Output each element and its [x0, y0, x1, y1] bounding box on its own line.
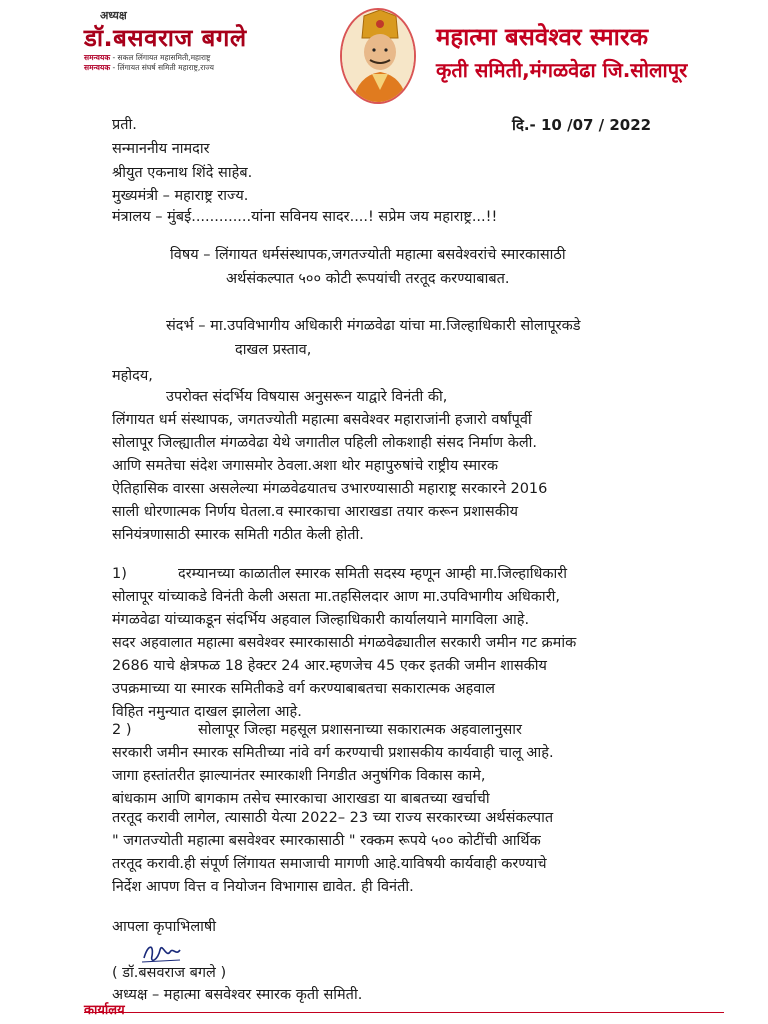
footer-divider [84, 1012, 724, 1013]
intro-line: ऐतिहासिक वारसा असलेल्या मंगळवेढयातच उभारण्यासाठी महाराष्ट्र सरकारने 2016 [112, 481, 548, 497]
office-label: कार्यालय [84, 1003, 125, 1018]
letter-date: दि.- 10 /07 / 2022 [512, 116, 652, 134]
point-number: 1) [112, 566, 127, 582]
letterhead-left [84, 8, 334, 73]
intro-line: आणि समतेचा संदेश जगासमोर ठेवला.अशा थोर महापुरुषांचे राष्ट्रीय स्मारक [112, 458, 498, 474]
subject-line: विषय – लिंगायत धर्मसंस्थापक,जगतज्योती महात्मा बसवेश्वरांचे स्मारकासाठी [170, 247, 566, 263]
point2-line: निर्देश आपण वित्त व नियोजन विभागास द्यावेत. ही विनंती. [112, 879, 414, 895]
point1-line: विहित नमुन्यात दाखल झालेला आहे. [112, 704, 302, 720]
signatory-designation: अध्यक्ष – महात्मा बसवेश्वर स्मारक कृती समिती. [112, 987, 363, 1003]
point1-line: उपक्रमाच्या या स्मारक समितीकडे वर्ग करण्याबाबतचा सकारात्मक अहवाल [112, 681, 495, 697]
coordinator-text: - सकल लिंगायत महासमिती,महाराष्ट्र [112, 53, 211, 62]
president-name: डॉ.बसवराज बगले [84, 24, 247, 52]
reference-line: दाखल प्रस्ताव, [235, 342, 312, 358]
organization-subtitle: कृती समिती,मंगळवेढा जि.सोलापूर [436, 58, 688, 82]
point1-line: सोलापूर यांच्याकडे विनंती केली असता मा.तहसिलदार आण मा.उपविभागीय अधिकारी, [112, 589, 560, 605]
recipient-line: मंत्रालय – मुंबई.............यांना सविनय सादर....! सप्रेम जय महाराष्ट्र...!! [112, 209, 498, 225]
point2-line: सरकारी जमीन स्मारक समितीच्या नांवे वर्ग करण्याची प्रशासकीय कार्यवाही चालू आहे. [112, 745, 554, 761]
organization-name: महात्मा बसवेश्वर स्मारक [436, 23, 649, 51]
subject-line: अर्थसंकल्पात ५०० कोटी रूपयांची तरतूद करण्याबाबत. [226, 271, 510, 287]
recipient-line: श्रीयुत एकनाथ शिंदे साहेब. [112, 165, 253, 181]
point2-line: सोलापूर जिल्हा महसूल प्रशासनाच्या सकारात्मक अहवालानुसार [198, 722, 522, 738]
point1-line: दरम्यानच्या काळातील स्मारक समिती सदस्य म्हणून आम्ही मा.जिल्हाधिकारी [178, 566, 567, 582]
coordinator-text: - लिंगायत संघर्ष समिती महाराष्ट्र,राज्य [112, 63, 214, 72]
point2-line: जागा हस्तांतरीत झाल्यानंतर स्मारकाशी निगडीत अनुषंगिक विकास कामे, [112, 768, 486, 784]
point2-line: बांधकाम आणि बागकाम तसेच स्मारकाचा आराखडा या बाबतच्या खर्चाची [112, 791, 490, 807]
reference-line: संदर्भ – मा.उपविभागीय अधिकारी मंगळवेढा यांचा मा.जिल्हाधिकारी सोलापूरकडे [166, 318, 581, 334]
recipient-line: सन्माननीय नामदार [112, 141, 210, 157]
point2-line: " जगतज्योती महात्मा बसवेश्वर स्मारकासाठी " रक्कम रूपये ५०० कोटींची आर्थिक [112, 833, 541, 849]
closing: आपला कृपाभिलाषी [112, 919, 217, 935]
coordinator-line-1 [84, 53, 334, 63]
coordinator-label: समन्वयक [84, 63, 111, 72]
intro-line: साली धोरणात्मक निर्णय घेतला.व स्मारकाचा आराखडा तयार करून प्रशासकीय [112, 504, 519, 520]
portrait-drawing [342, 10, 416, 104]
signatory-name: ( डॉ.बसवराज बगले ) [112, 965, 227, 981]
coordinator-line-2 [84, 63, 334, 73]
letterhead-right [436, 22, 746, 84]
point2-line: तरतूद करावी.ही संपूर्ण लिंगायत समाजाची मागणी आहे.याविषयी कार्यवाही करण्याचे [112, 856, 547, 872]
president-label: अध्यक्ष [100, 9, 127, 22]
coordinator-label: समन्वयक [84, 53, 111, 62]
salutation: महोदय, [112, 368, 153, 384]
point-number: 2 ) [112, 722, 132, 738]
point1-line: मंगळवेढा यांच्याकडून संदर्भिय अहवाल जिल्हाधिकारी कार्यालयाने मागविला आहे. [112, 612, 530, 628]
intro-line: लिंगायत धर्म संस्थापक, जगतज्योती महात्मा बसवेश्वर महाराजांनी हजारो वर्षांपूर्वी [112, 412, 532, 428]
intro-line: सनियंत्रणासाठी स्मारक समिती गठीत केली होती. [112, 527, 364, 543]
intro-line: सोलापूर जिल्ह्यातील मंगळवेढा येथे जगातील पहिली लोकशाही संसद निर्माण केली. [112, 435, 538, 451]
portrait-image [340, 8, 416, 104]
to-label: प्रती. [112, 117, 137, 133]
point2-line: तरतूद करावी लागेल, त्यासाठी येत्या 2022– 23 च्या राज्य सरकारच्या अर्थसंकल्पात [112, 810, 554, 826]
recipient-line: मुख्यमंत्री – महाराष्ट्र राज्य. [112, 188, 249, 204]
point1-line: सदर अहवालात महात्मा बसवेश्वर स्मारकासाठी मंगळवेढ्यातील सरकारी जमीन गट क्रमांक [112, 635, 577, 651]
point1-line: 2686 याचे क्षेत्रफळ 18 हेक्टर 24 आर.म्हणजेच 45 एकर इतकी जमीन शासकीय [112, 658, 547, 674]
intro-line: उपरोक्त संदर्भिय विषयास अनुसरून याद्वारे विनंती की, [166, 389, 448, 405]
